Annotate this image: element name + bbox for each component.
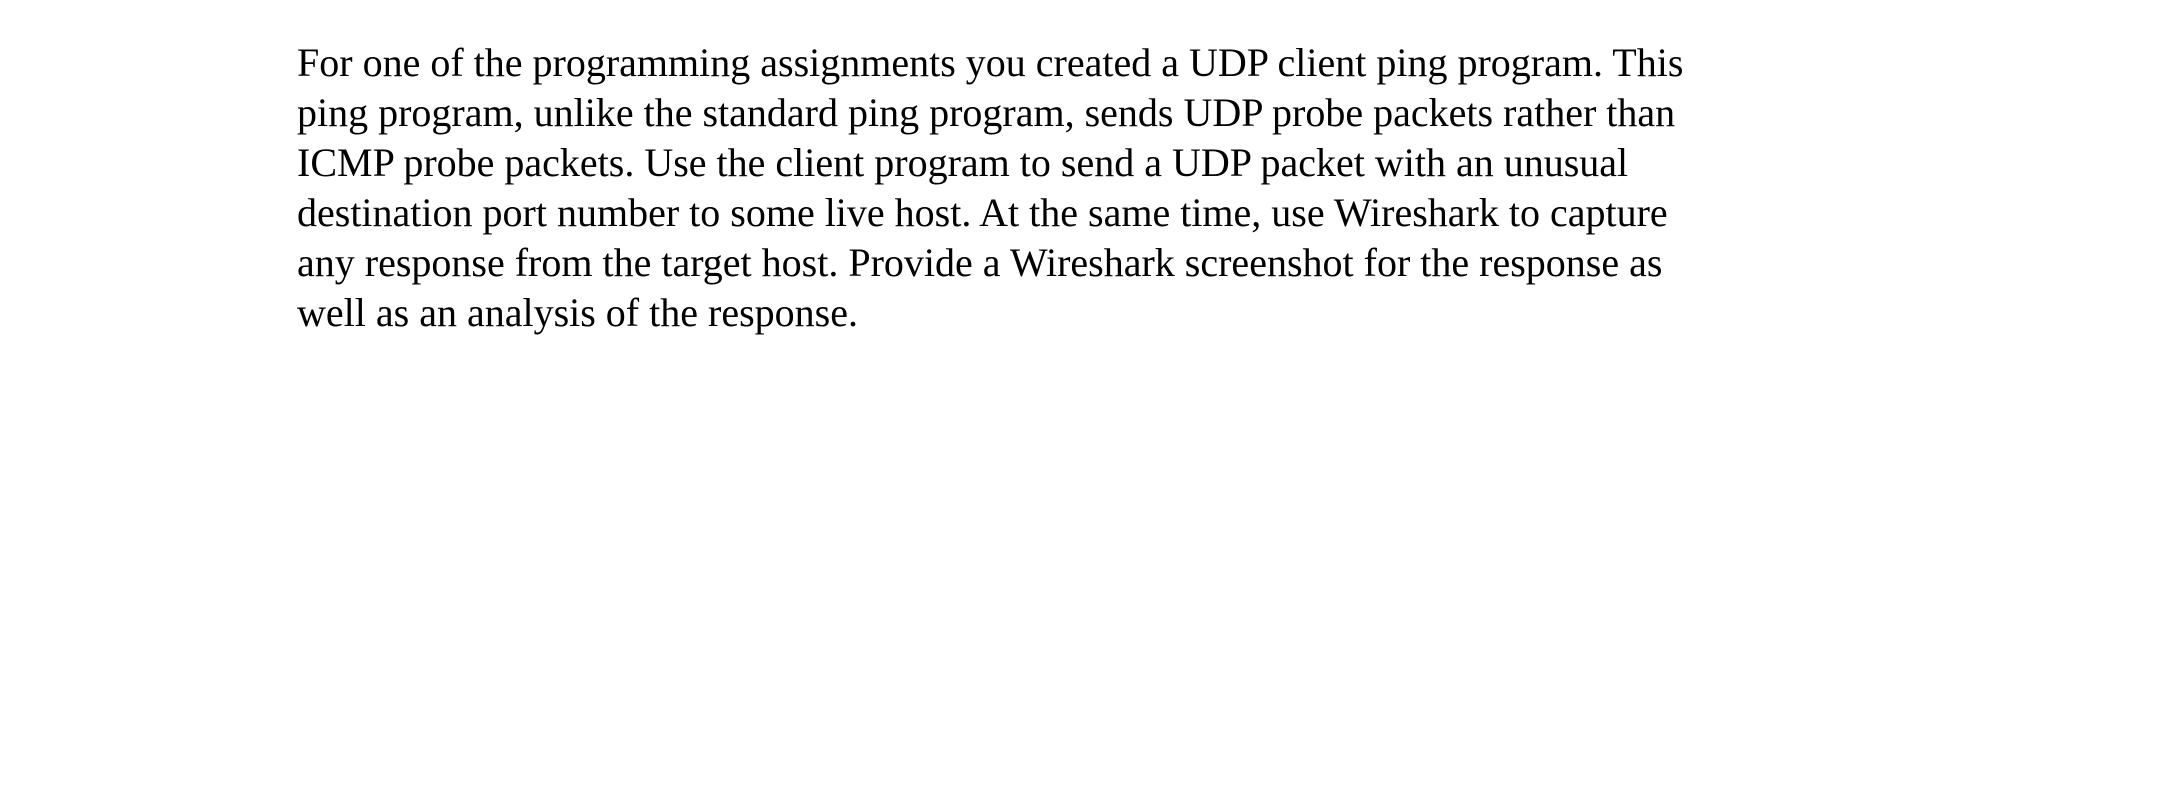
assignment-paragraph [297, 38, 1857, 338]
paragraph-line-4: destination port number to some live host. At the same time, use Wireshark to capture [297, 190, 1668, 235]
paragraph-line-6: well as an analysis of the response. [297, 290, 858, 335]
paragraph-line-3: ICMP probe packets. Use the client program to send a UDP packet with an unusual [297, 140, 1629, 185]
paragraph-line-1: For one of the programming assignments you created a UDP client ping program. This [297, 40, 1684, 85]
paragraph-line-2: ping program, unlike the standard ping program, sends UDP probe packets rather than [297, 90, 1676, 135]
paragraph-line-5: any response from the target host. Provide a Wireshark screenshot for the response as [297, 240, 1663, 285]
